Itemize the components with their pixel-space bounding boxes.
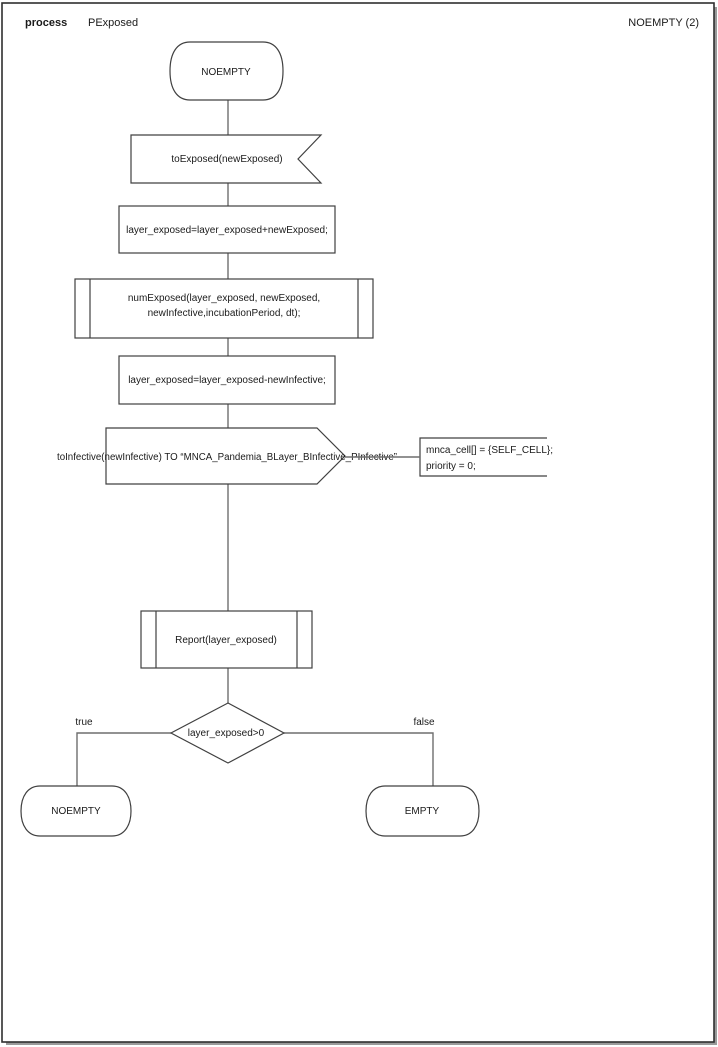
procedure-numexposed-label-line2: newInfective,incubationPeriod, dt);: [147, 308, 301, 319]
start-state-label: NOEMPTY: [201, 67, 251, 78]
output-signal-label: toInfective(newInfective) TO “MNCA_Pandemia_BLayer_BInfective_PInfective”: [57, 452, 397, 463]
end-state-noempty-label: NOEMPTY: [51, 806, 101, 817]
page-border: [2, 3, 714, 1042]
end-state-empty-label: EMPTY: [404, 806, 440, 817]
comment-label-line1: mnca_cell[] = {SELF_CELL};: [426, 445, 554, 456]
branch-true-label: true: [75, 717, 93, 728]
decision-label: layer_exposed>0: [187, 728, 265, 739]
procedure-report-label: Report(layer_exposed): [175, 635, 277, 646]
task-add-label: layer_exposed=layer_exposed+newExposed;: [126, 225, 328, 236]
connector-branch-false: [284, 733, 433, 786]
input-signal-label: toExposed(newExposed): [171, 154, 283, 165]
process-name-label: PExposed: [88, 17, 139, 29]
connector-branch-true: [77, 733, 171, 786]
page-ref-label: NOEMPTY (2): [628, 17, 699, 29]
comment-label-line2: priority = 0;: [426, 461, 476, 472]
branch-false-label: false: [413, 717, 435, 728]
task-sub-label: layer_exposed=layer_exposed-newInfective;: [128, 375, 326, 386]
process-kind-label: process: [25, 17, 68, 29]
procedure-numexposed-label-line1: numExposed(layer_exposed, newExposed,: [127, 293, 321, 304]
